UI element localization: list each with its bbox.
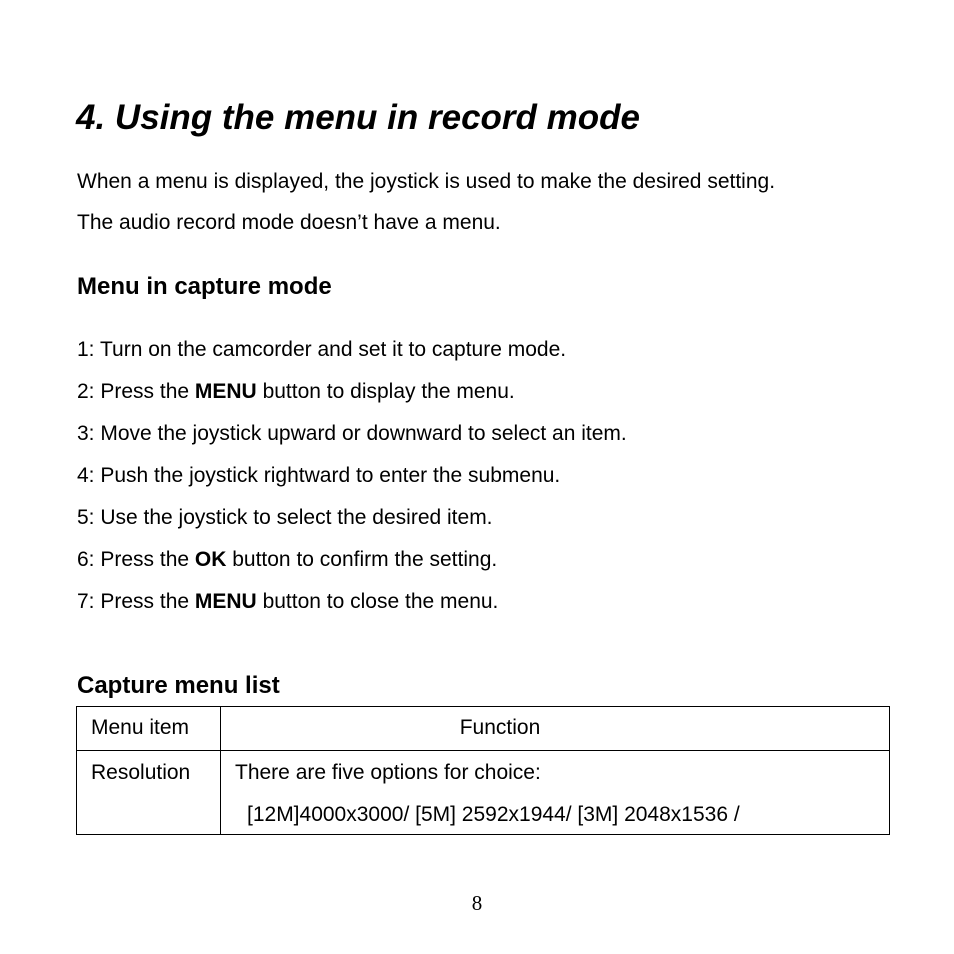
step-text: 1: Turn on the camcorder and set it to capture mode. <box>77 338 567 361</box>
page-number: 8 <box>471 891 483 915</box>
step-text: 6: Press the <box>77 548 195 571</box>
function-cell <box>221 751 890 835</box>
ok-button-label: OK <box>194 548 227 571</box>
step-text: 7: Press the <box>77 590 195 613</box>
step-text: 3: Move the joystick upward or downward to select an item. <box>77 422 627 445</box>
section-heading-capture-menu-list: Capture menu list <box>77 672 280 699</box>
function-line: [12M]4000x3000/ [5M] 2592x1944/ [3M] 2048x1536 / <box>247 803 740 826</box>
step-text-after: button to close the menu. <box>256 590 499 613</box>
function-line: There are five options for choice: <box>235 761 541 784</box>
step-text: 5: Use the joystick to select the desired item. <box>77 506 493 529</box>
table-row <box>77 751 890 835</box>
step-1 <box>77 337 566 363</box>
step-text: 2: Press the <box>77 380 195 403</box>
menu-button-label: MENU <box>194 590 257 613</box>
step-5 <box>77 505 493 531</box>
intro-line-2: The audio record mode doesn’t have a menu. <box>77 211 501 234</box>
menu-button-label: MENU <box>194 380 257 403</box>
step-text-after: button to confirm the setting. <box>226 548 498 571</box>
step-text-after: button to display the menu. <box>256 380 515 403</box>
capture-menu-table <box>76 706 890 835</box>
section-heading-capture-mode: Menu in capture mode <box>77 273 332 300</box>
table-header-row <box>77 707 890 751</box>
intro-line-1: When a menu is displayed, the joystick is used to make the desired setting. <box>77 170 776 193</box>
step-2 <box>77 379 515 405</box>
page-title: 4. Using the menu in record mode <box>76 98 640 137</box>
header-cell-function <box>221 707 890 751</box>
header-cell-menu-item <box>77 707 221 751</box>
header-label: Function <box>459 716 541 739</box>
menu-item-name: Resolution <box>91 761 191 784</box>
step-6 <box>77 547 497 573</box>
step-7 <box>77 589 498 615</box>
step-3 <box>77 421 627 447</box>
header-label: Menu item <box>91 716 190 739</box>
step-4 <box>77 463 560 489</box>
menu-item-cell <box>77 751 221 835</box>
step-text: 4: Push the joystick rightward to enter the submenu. <box>77 464 561 487</box>
